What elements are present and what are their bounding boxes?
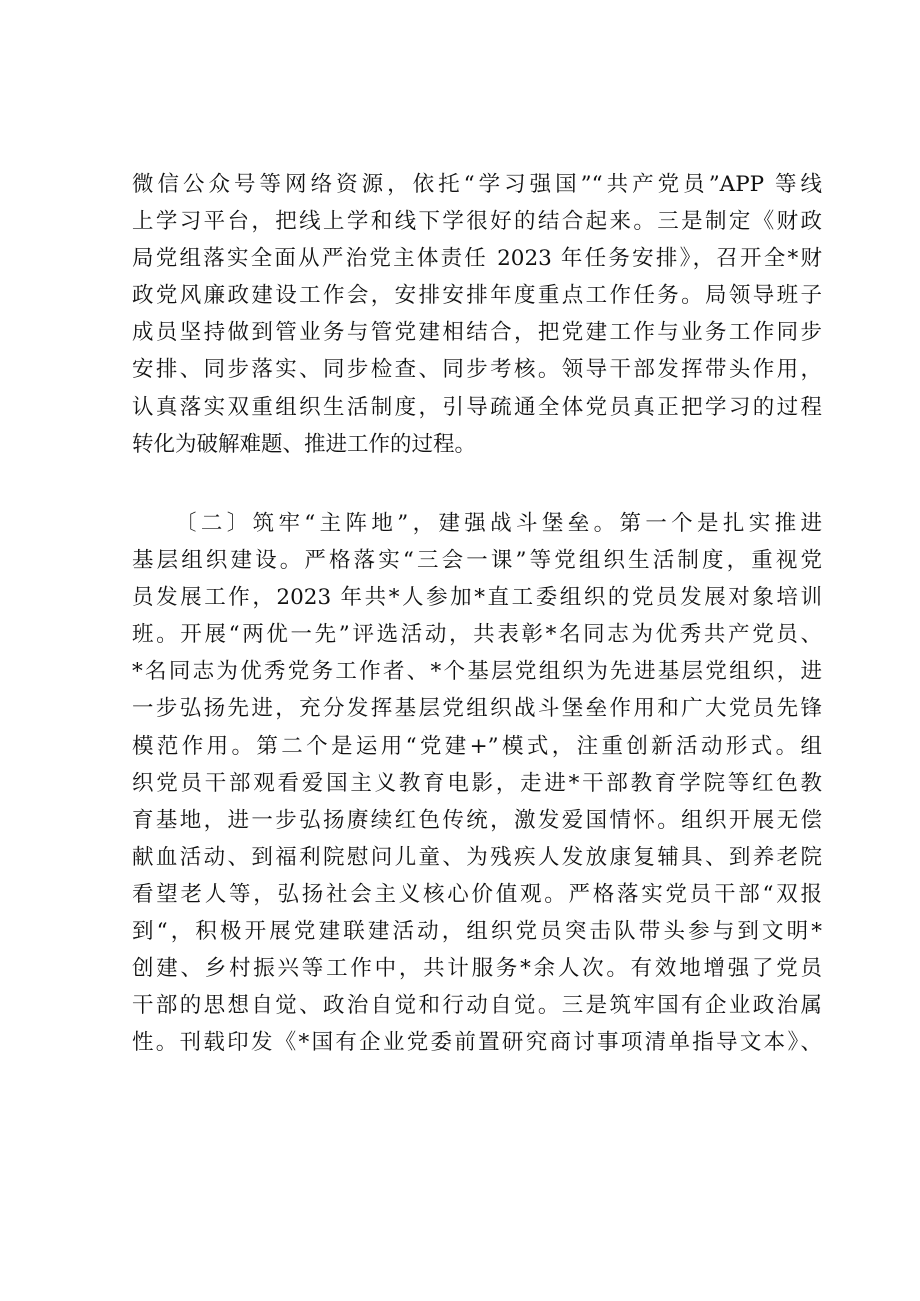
text-line: 看望老人等，弘扬社会主义核心价值观。严格落实党员干部“双报 bbox=[132, 881, 822, 907]
text-line: 认真落实双重组织生活制度，引导疏通全体党员真正把学习的过程 bbox=[132, 394, 822, 420]
text-line: 成员坚持做到管业务与管党建相结合，把党建工作与业务工作同步 bbox=[132, 320, 822, 346]
text-line: 安排、同步落实、同步检查、同步考核。领导干部发挥带头作用， bbox=[132, 357, 822, 383]
text-line: 基层组织建设。严格落实“三会一课”等党组织生活制度，重视党 bbox=[132, 548, 822, 574]
paragraph-section-two bbox=[132, 505, 822, 1061]
text-line: 性。刊载印发《*国有企业党委前置研究商讨事项清单指导文本》、 bbox=[132, 1030, 822, 1056]
text-line: 创建、乡村振兴等工作中，共计服务*余人次。有效地增强了党员 bbox=[132, 956, 822, 982]
paragraph-study-platforms bbox=[132, 166, 822, 463]
text-line: 模范作用。第二个是运用“党建+”模式，注重创新活动形式。组 bbox=[132, 733, 822, 759]
text-line: *名同志为优秀党务工作者、*个基层党组织为先进基层党组织，进 bbox=[132, 659, 822, 685]
text-line: 干部的思想自觉、政治自觉和行动自觉。三是筑牢国有企业政治属 bbox=[132, 993, 822, 1019]
text-line: 班。开展“两优一先”评选活动，共表彰*名同志为优秀共产党员、 bbox=[132, 622, 822, 648]
text-line: 转化为破解难题、推进工作的过程。 bbox=[132, 431, 477, 457]
text-line: 微信公众号等网络资源，依托“学习强国”“共产党员”APP 等线 bbox=[132, 172, 822, 197]
text-line: 到“，积极开展党建联建活动，组织党员突击队带头参与到文明* bbox=[132, 919, 822, 945]
text-line: 一步弘扬先进，充分发挥基层党组织战斗堡垒作用和广大党员先锋 bbox=[132, 696, 822, 722]
text-line: 员发展工作，2023 年共*人参加*直工委组织的党员发展对象培训 bbox=[132, 585, 822, 611]
text-line: 育基地，进一步弘扬赓续红色传统，激发爱国情怀。组织开展无偿 bbox=[132, 807, 822, 833]
text-line: 献血活动、到福利院慰问儿童、为残疾人发放康复辅具、到养老院 bbox=[132, 844, 822, 870]
text-line: 织党员干部观看爱国主义教育电影，走进*干部教育学院等红色教 bbox=[132, 770, 822, 796]
section-heading-line: 〔二〕筑牢“主阵地”，建强战斗堡垒。第一个是扎实推进 bbox=[175, 511, 822, 536]
text-line: 政党风廉政建设工作会，安排安排年度重点工作任务。局领导班子 bbox=[132, 283, 822, 309]
text-line: 上学习平台，把线上学和线下学很好的结合起来。三是制定《财政 bbox=[132, 209, 822, 235]
text-line: 局党组落实全面从严治党主体责任 2023 年任务安排》，召开全*财 bbox=[132, 246, 822, 272]
